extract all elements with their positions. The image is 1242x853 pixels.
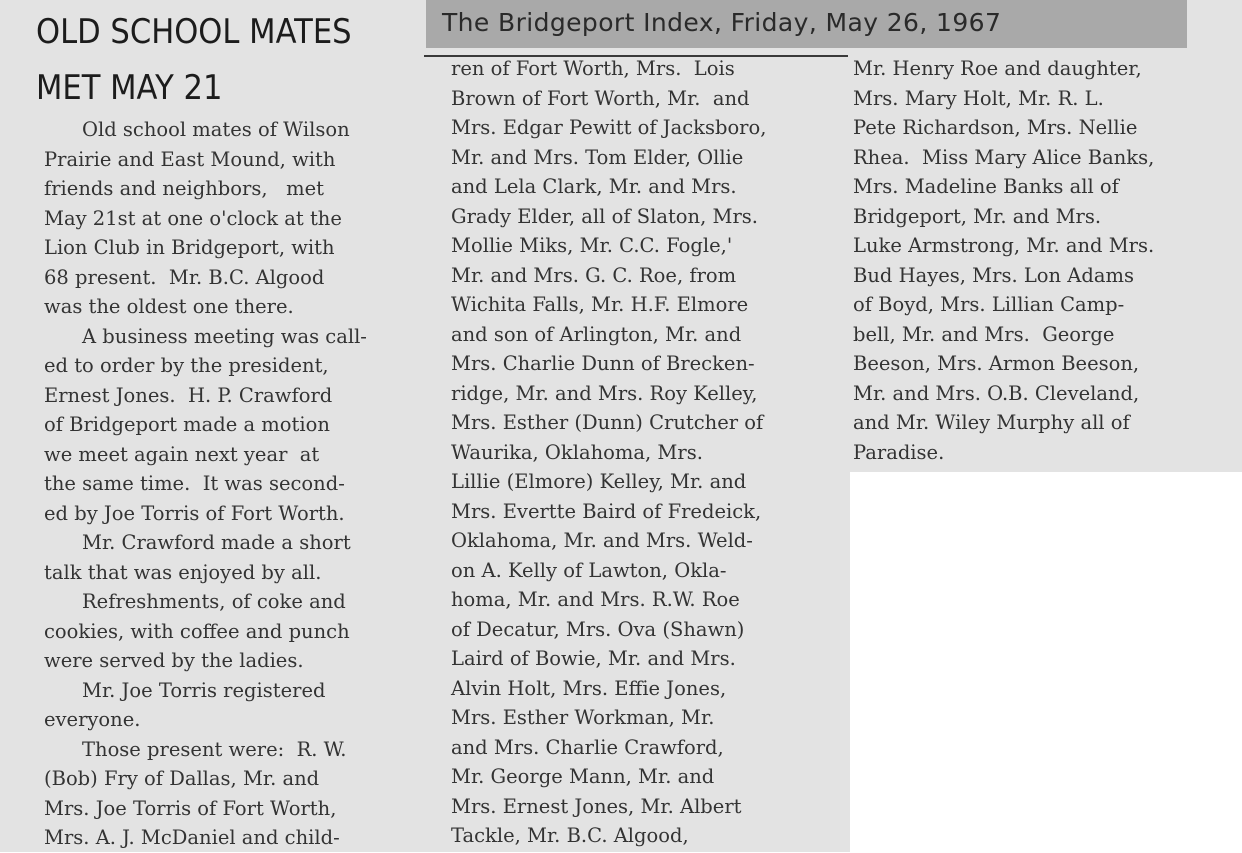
article-text-line: Old school mates of Wilson <box>82 118 350 141</box>
article-column-right <box>853 54 1154 467</box>
article-text-line: Beeson, Mrs. Armon Beeson, <box>853 352 1140 375</box>
article-text-line: Grady Elder, all of Slaton, Mrs. <box>451 204 758 228</box>
article-text-line: and Mrs. Charlie Crawford, <box>451 735 724 759</box>
article-text-line: A business meeting was call- <box>82 324 367 348</box>
article-text-line: Oklahoma, Mr. and Mrs. Weld- <box>451 529 753 552</box>
article-text-line: ridge, Mr. and Mrs. Roy Kelley, <box>451 381 758 405</box>
headline-line: OLD SCHOOL MATES <box>36 12 352 52</box>
article-text-line: was the oldest one there. <box>44 295 294 318</box>
article-text-line: we meet again next year at <box>44 442 320 466</box>
article-text-line: Laird of Bowie, Mr. and Mrs. <box>451 647 736 670</box>
article-text-line: ren of Fort Worth, Mrs. Lois <box>451 57 735 80</box>
article-text-line: Mr. and Mrs. O.B. Cleveland, <box>853 381 1140 405</box>
article-text-line: Mr. George Mann, Mr. and <box>451 765 715 788</box>
article-text-line: Tackle, Mr. B.C. Algood, <box>451 824 689 847</box>
article-text-line: Mrs. Evertte Baird of Fredeick, <box>451 499 762 523</box>
article-text-line: Mrs. Charlie Dunn of Brecken- <box>451 352 755 375</box>
article-text-line: talk that was enjoyed by all. <box>44 560 322 584</box>
article-text-line: Ernest Jones. H. P. Crawford <box>44 383 333 407</box>
article-text-line: May 21st at one o'clock at the <box>44 206 342 230</box>
article-text-line: friends and neighbors, met <box>44 177 325 200</box>
article-text-line: ed to order by the president, <box>44 354 329 377</box>
article-text-line: Mr. and Mrs. Tom Elder, Ollie <box>451 145 744 169</box>
article-text-line: Mr. and Mrs. G. C. Roe, from <box>451 263 737 287</box>
article-text-line: Lion Club in Bridgeport, with <box>44 236 335 259</box>
article-text-line: and son of Arlington, Mr. and <box>451 322 742 346</box>
newspaper-masthead: The Bridgeport Index, Friday, May 26, 1967 <box>426 0 1187 48</box>
article-text-line: Mrs. Ernest Jones, Mr. Albert <box>451 794 742 818</box>
article-text-line: Mrs. Edgar Pewitt of Jacksboro, <box>451 116 767 139</box>
article-text-line: on A. Kelly of Lawton, Okla- <box>451 558 727 582</box>
article-text-line: everyone. <box>44 708 141 731</box>
article-text-line: Waurika, Oklahoma, Mrs. <box>451 440 703 464</box>
article-column-middle <box>451 54 766 851</box>
article-text-line: Mr. Joe Torris registered <box>82 678 326 702</box>
article-text-line: and Lela Clark, Mr. and Mrs. <box>451 175 737 198</box>
article-text-line: Mrs. Esther (Dunn) Crutcher of <box>451 411 764 434</box>
article-text-line: Mrs. Mary Holt, Mr. R. L. <box>853 86 1104 110</box>
article-text-line: Brown of Fort Worth, Mr. and <box>451 86 750 110</box>
article-text-line: Paradise. <box>853 440 945 464</box>
article-text-line: and Mr. Wiley Murphy all of <box>853 411 1130 434</box>
article-text-line: Refreshments, of coke and <box>82 590 346 613</box>
article-text-line: Bridgeport, Mr. and Mrs. <box>853 204 1102 228</box>
article-text-line: the same time. It was second- <box>44 472 345 495</box>
article-text-line: Rhea. Miss Mary Alice Banks, <box>853 145 1155 169</box>
article-text-line: Mrs. A. J. McDaniel and child- <box>44 826 340 849</box>
article-text-line: ed by Joe Torris of Fort Worth. <box>44 501 345 525</box>
article-text-line: cookies, with coffee and punch <box>44 619 350 643</box>
article-text-line: Prairie and East Mound, with <box>44 147 336 171</box>
article-text-line: Lillie (Elmore) Kelley, Mr. and <box>451 470 747 493</box>
article-text-line: of Bridgeport made a motion <box>44 413 330 436</box>
article-text-line: Alvin Holt, Mrs. Effie Jones, <box>451 676 727 700</box>
article-text-line: Luke Armstrong, Mr. and Mrs. <box>853 234 1155 257</box>
article-text-line: Mrs. Joe Torris of Fort Worth, <box>44 796 337 820</box>
article-text-line: homa, Mr. and Mrs. R.W. Roe <box>451 588 740 611</box>
article-text-line: Mollie Miks, Mr. C.C. Fogle,' <box>451 234 733 257</box>
article-headline <box>36 4 352 116</box>
article-text-line: Mr. Henry Roe and daughter, <box>853 57 1142 80</box>
article-text-line: (Bob) Fry of Dallas, Mr. and <box>44 767 320 790</box>
article-text-line: Wichita Falls, Mr. H.F. Elmore <box>451 293 749 316</box>
article-text-line: Those present were: R. W. <box>82 737 347 761</box>
article-text-line: bell, Mr. and Mrs. George <box>853 322 1115 346</box>
headline-line: MET MAY 21 <box>36 68 223 108</box>
article-text-line: Mrs. Esther Workman, Mr. <box>451 706 715 729</box>
article-text-line: 68 present. Mr. B.C. Algood <box>44 265 325 289</box>
article-text-line: Bud Hayes, Mrs. Lon Adams <box>853 263 1134 287</box>
article-text-line: Mr. Crawford made a short <box>82 531 351 554</box>
article-text-line: of Boyd, Mrs. Lillian Camp- <box>853 293 1125 316</box>
article-text-line: were served by the ladies. <box>44 649 304 672</box>
article-text-line: Mrs. Madeline Banks all of <box>853 175 1119 198</box>
article-column-left <box>44 115 367 853</box>
article-text-line: Pete Richardson, Mrs. Nellie <box>853 116 1138 139</box>
article-text-line: of Decatur, Mrs. Ova (Shawn) <box>451 617 745 641</box>
